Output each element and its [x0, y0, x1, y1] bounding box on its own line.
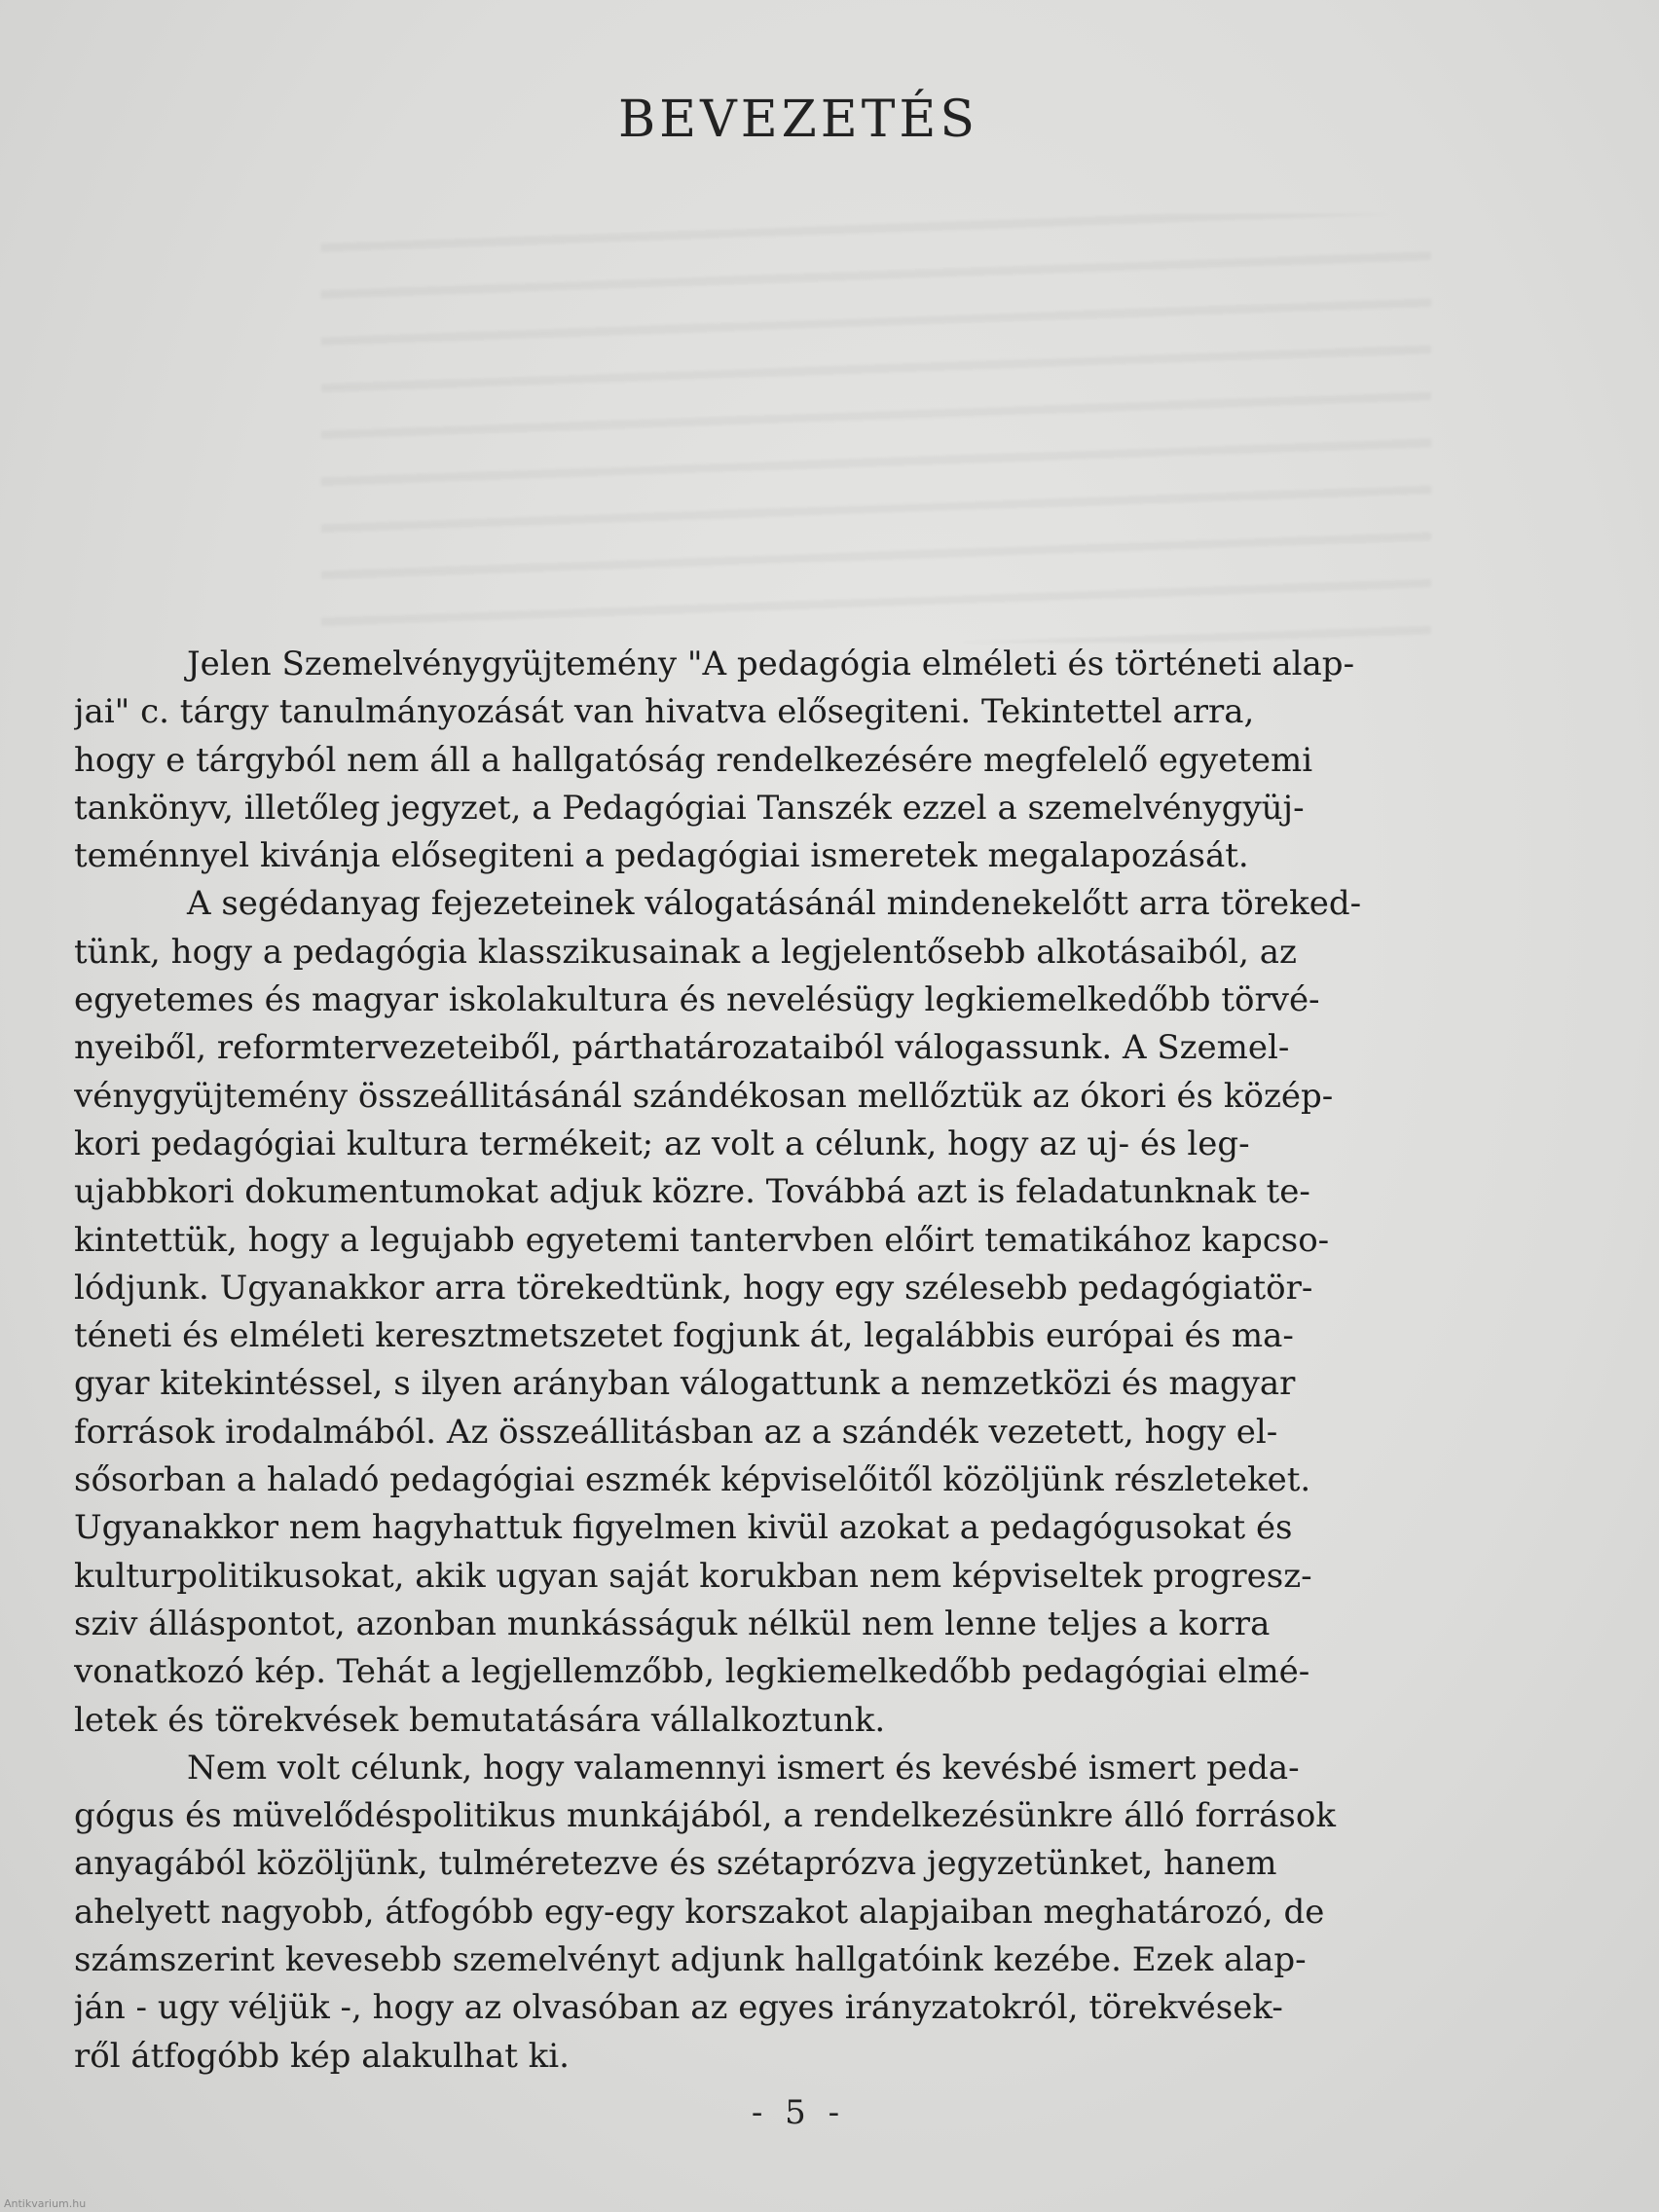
- text-line: letek és törekvések bemutatására vállalkoztunk.: [74, 1700, 886, 1740]
- text-line: téneti és elméleti keresztmetszetet fogjunk át, legalábbis európai és ma-: [74, 1316, 1294, 1356]
- text-line: kintettük, hogy a legujabb egyetemi tantervben előirt tematikához kapcso-: [74, 1220, 1330, 1260]
- body-text: [74, 641, 1495, 2081]
- text-line: teménnyel kivánja elősegiteni a pedagógiai ismeretek megalapozását.: [74, 836, 1249, 876]
- text-line: jai" c. tárgy tanulmányozását van hivatva elősegiteni. Tekintettel arra,: [74, 692, 1255, 732]
- text-line: ujabbkori dokumentumokat adjuk közre. Továbbá azt is feladatunknak te-: [74, 1172, 1310, 1212]
- text-line: anyagából közöljünk, tulméretezve és szétaprózva jegyzetünket, hanem: [74, 1844, 1277, 1884]
- text-line: vonatkozó kép. Tehát a legjellemzőbb, legkiemelkedőbb pedagógiai elmé-: [74, 1652, 1310, 1692]
- text-line: sziv álláspontot, azonban munkásságuk nélkül nem lenne teljes a korra: [74, 1604, 1271, 1643]
- text-line: hogy e tárgyból nem áll a hallgatóság rendelkezésére megfelelő egyetemi: [74, 740, 1313, 780]
- text-line: kulturpolitikusokat, akik ugyan saját korukban nem képviseltek progresz-: [74, 1556, 1312, 1596]
- text-line: Ugyanakkor nem hagyhattuk figyelmen kivül azokat a pedagógusokat és: [74, 1508, 1293, 1548]
- page-title: BEVEZETÉS: [617, 90, 979, 149]
- text-line: lódjunk. Ugyanakkor arra törekedtünk, hogy egy szélesebb pedagógiatör-: [74, 1268, 1313, 1308]
- text-line: ről átfogóbb kép alakulhat ki.: [74, 2036, 570, 2076]
- text-line: vénygyüjtemény összeállitásánál szándékosan mellőztük az ókori és közép-: [74, 1076, 1334, 1116]
- page-number: - 5 -: [751, 2093, 846, 2132]
- text-line: A segédanyag fejezeteinek válogatásánál mindenekelőtt arra töreked-: [187, 884, 1362, 924]
- text-line: egyetemes és magyar iskolakultura és nevelésügy legkiemelkedőbb törvé-: [74, 980, 1320, 1020]
- text-line: gyar kitekintéssel, s ilyen arányban válogattunk a nemzetközi és magyar: [74, 1364, 1296, 1404]
- text-line: tankönyv, illetőleg jegyzet, a Pedagógiai Tanszék ezzel a szemelvénygyüj-: [74, 788, 1305, 828]
- text-line: ahelyett nagyobb, átfogóbb egy-egy korszakot alapjaiban meghatározó, de: [74, 1892, 1325, 1932]
- text-line: nyeiből, reformtervezeteiből, párthatározataiból válogassunk. A Szemel-: [74, 1028, 1290, 1068]
- bleed-through-texture: [321, 214, 1431, 643]
- text-line: tünk, hogy a pedagógia klasszikusainak a legjelentősebb alkotásaiból, az: [74, 932, 1297, 972]
- text-line: kori pedagógiai kultura termékeit; az volt a célunk, hogy az uj- és leg-: [74, 1124, 1250, 1163]
- text-line: források irodalmából. Az összeállitásban az a szándék vezetett, hogy el-: [74, 1412, 1278, 1452]
- text-line: sősorban a haladó pedagógiai eszmék képviselőitől közöljünk részleteket.: [74, 1460, 1311, 1500]
- watermark: Antikvarium.hu: [4, 2197, 87, 2210]
- text-line: ján - ugy véljük -, hogy az olvasóban az egyes irányzatokról, törekvések-: [74, 1988, 1283, 2028]
- text-line: számszerint kevesebb szemelvényt adjunk hallgatóink kezébe. Ezek alap-: [74, 1940, 1307, 1980]
- text-line: Nem volt célunk, hogy valamennyi ismert és kevésbé ismert peda-: [187, 1748, 1300, 1788]
- text-line: Jelen Szemelvénygyüjtemény "A pedagógia elméleti és történeti alap-: [187, 645, 1355, 683]
- text-line: gógus és müvelődéspolitikus munkájából, a rendelkezésünkre álló források: [74, 1796, 1336, 1836]
